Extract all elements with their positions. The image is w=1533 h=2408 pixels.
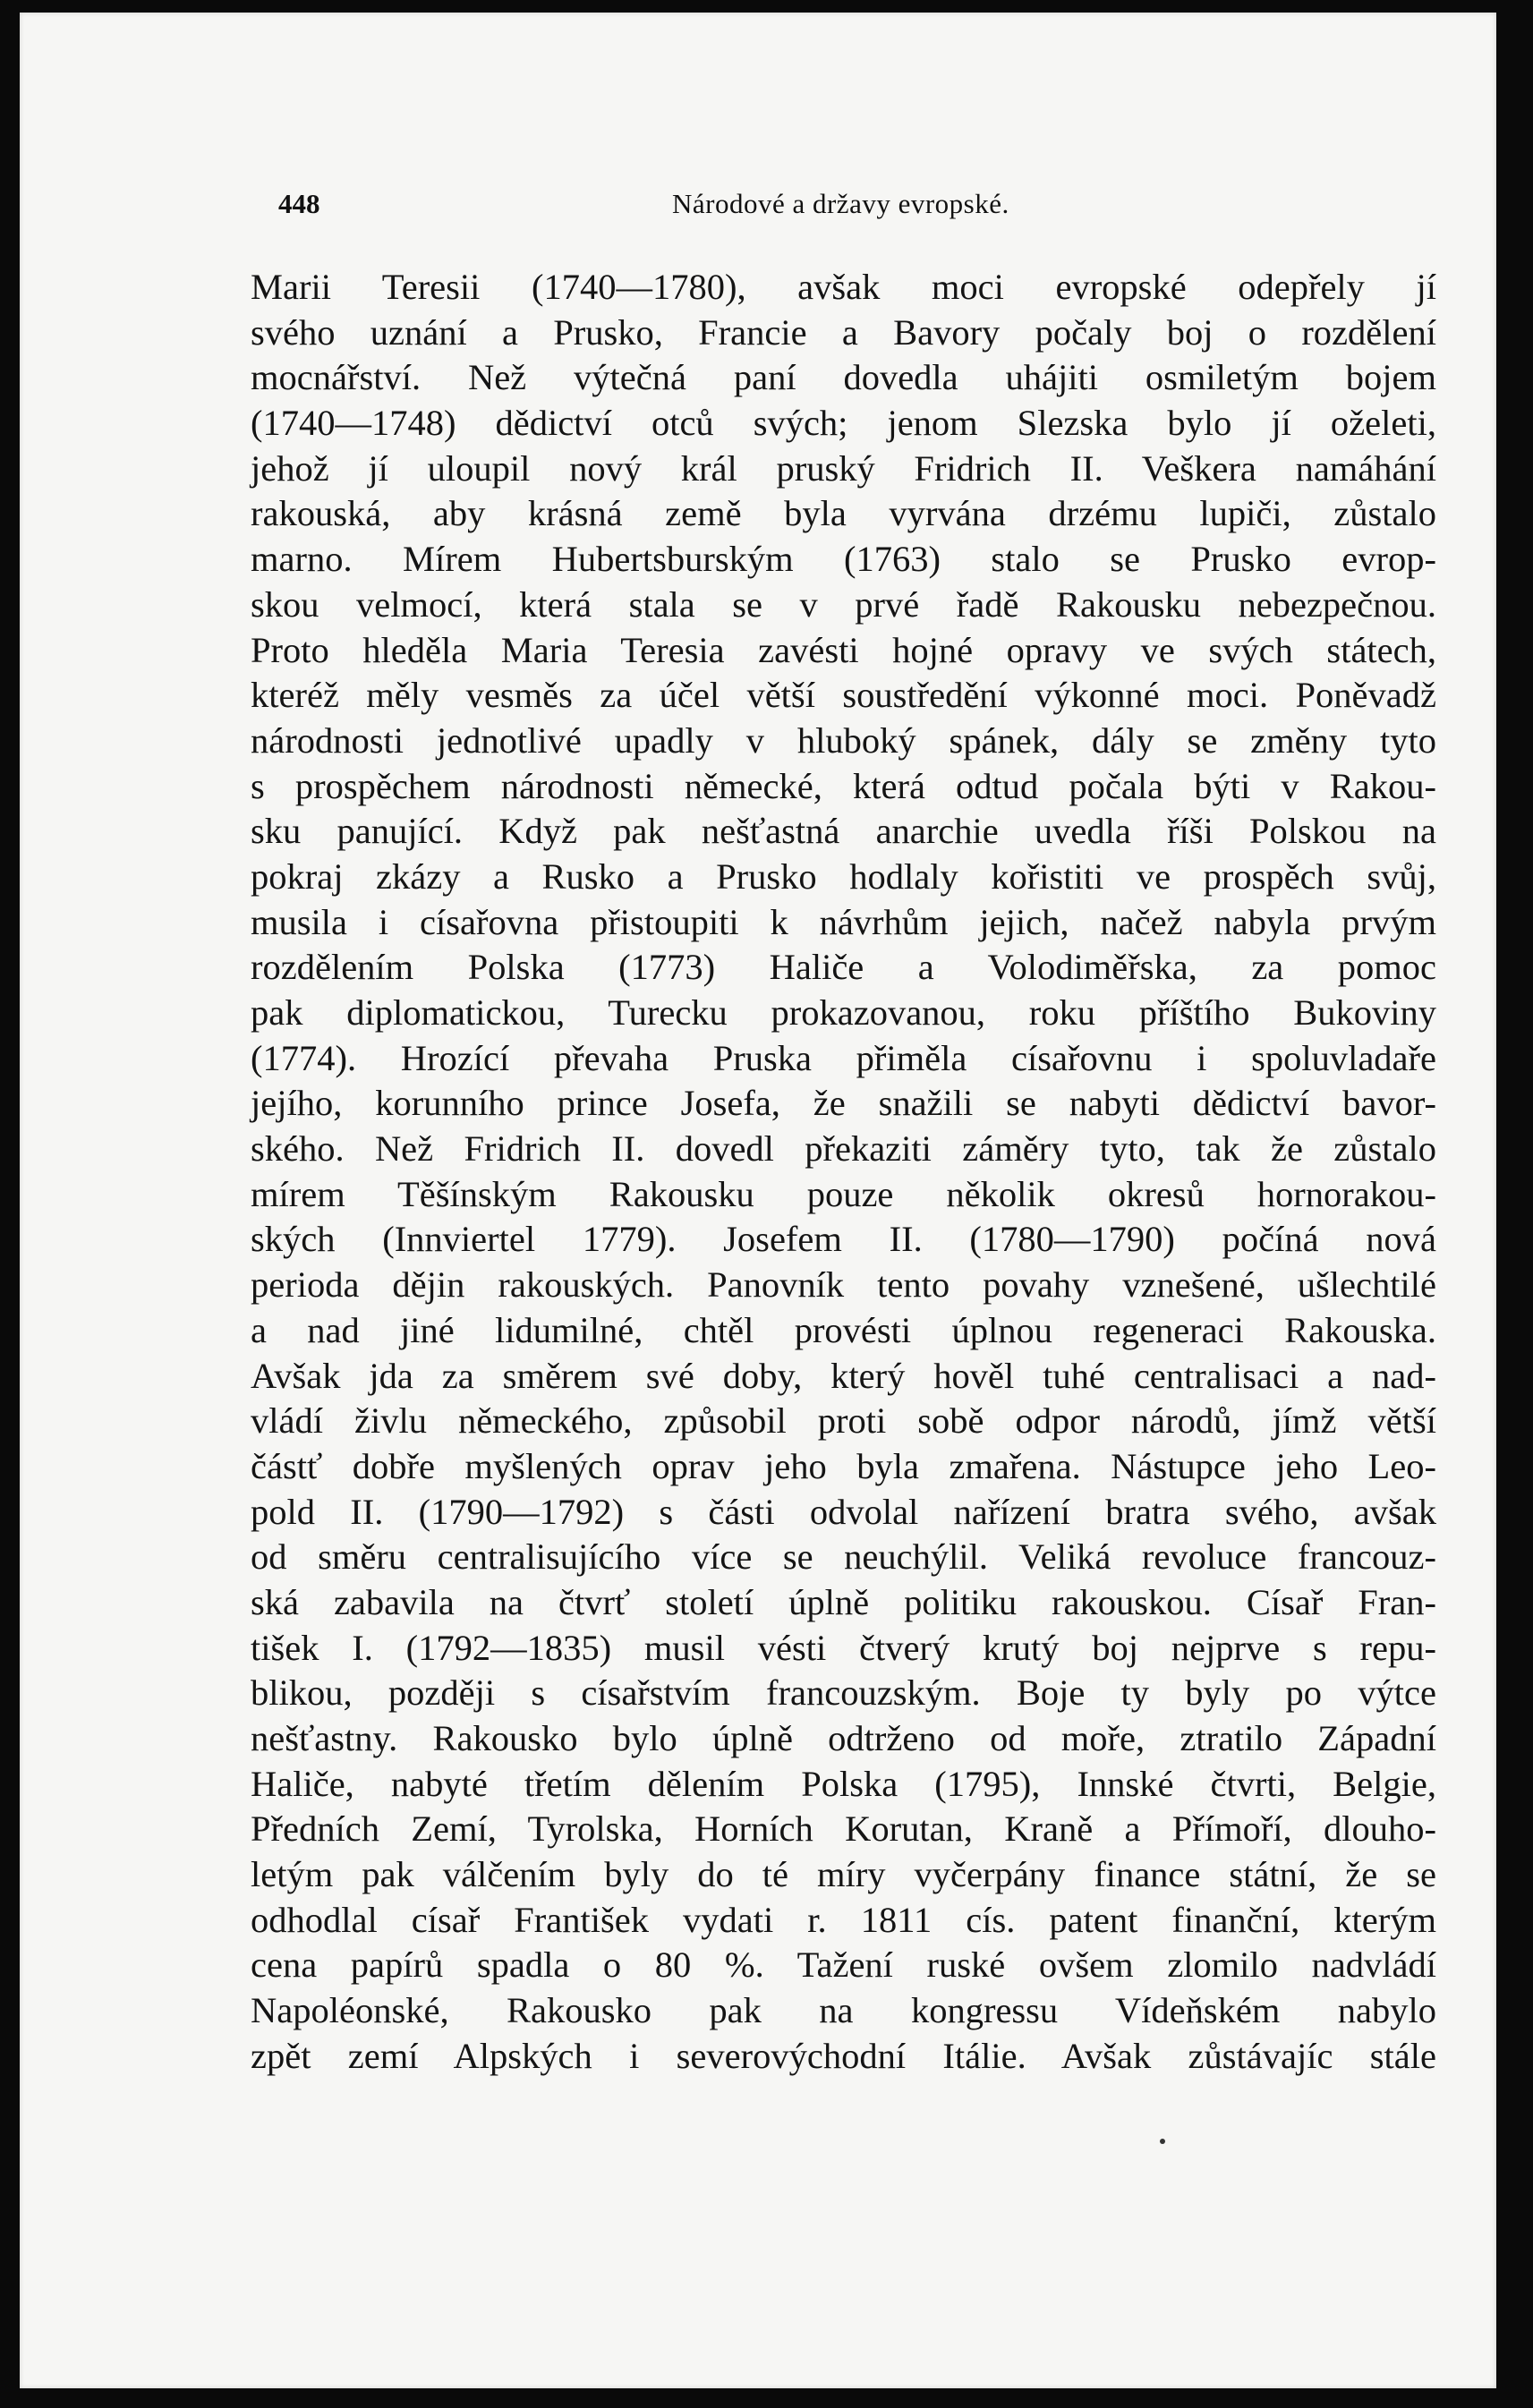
running-title: Národové a državy evropské.	[672, 188, 1009, 219]
text-line: vládí živlu německého, způsobil proti sobě odpor národů, jímž větší	[251, 1400, 1436, 1442]
text-line: Avšak jda za směrem své doby, který hověl tuhé centralisaci a nad-	[251, 1355, 1436, 1396]
text-line: tišek I. (1792—1835) musil vésti čtverý krutý boj nejprve s repu-	[251, 1627, 1436, 1668]
text-line: pold II. (1790—1792) s části odvolal nařízení bratra svého, avšak	[251, 1491, 1436, 1532]
text-line: částť dobře myšlených oprav jeho byla zmařena. Nástupce jeho Leo-	[251, 1445, 1436, 1486]
text-line: sku panující. Když pak nešťastná anarchie uvedla říši Polskou na	[251, 811, 1436, 852]
text-line: cena papírů spadla o 80 %. Tažení ruské ovšem zlomilo nadvládí	[251, 1944, 1436, 1986]
text-line: (1774). Hrozící převaha Pruska přiměla císařovnu i spoluvladaře	[251, 1037, 1436, 1078]
text-line: svého uznání a Prusko, Francie a Bavory počaly boj o rozdělení	[251, 311, 1436, 353]
text-line: skou velmocí, která stala se v prvé řadě Rakousku nebezpečnou.	[251, 583, 1436, 625]
text-line: s prospěchem národnosti německé, která odtud počala býti v Rakou-	[251, 765, 1436, 806]
text-line: (1740—1748) dědictví otců svých; jenom Slezska bylo jí oželeti,	[251, 403, 1436, 444]
text-line: národnosti jednotlivé upadly v hluboký spánek, dály se změny tyto	[251, 719, 1436, 761]
text-line: ská zabavila na čtvrť století úplně politiku rakouskou. Císař Fran-	[251, 1581, 1436, 1622]
text-line: pak diplomatickou, Turecku prokazovanou, roku příštího Bukoviny	[251, 992, 1436, 1033]
text-line: marno. Mírem Hubertsburským (1763) stalo se Prusko evrop-	[251, 539, 1436, 580]
text-line: Napoléonské, Rakousko pak na kongressu Vídeňském nabylo	[251, 1990, 1436, 2031]
text-line: Haliče, nabyté třetím dělením Polska (1795), Innské čtvrti, Belgie,	[251, 1763, 1436, 1804]
page-number: 448	[278, 188, 320, 219]
text-line: Proto hleděla Maria Teresia zavésti hojné opravy ve svých státech,	[251, 629, 1436, 670]
text-line: ského. Než Fridrich II. dovedl překaziti záměry tyto, tak že zůstalo	[251, 1128, 1436, 1170]
text-line: perioda dějin rakouských. Panovník tento povahy vznešené, ušlechtilé	[251, 1264, 1436, 1306]
text-line: jejího, korunního prince Josefa, že snažili se nabyti dědictví bavor-	[251, 1083, 1436, 1124]
text-line: letým pak válčením byly do té míry vyčerpány finance státní, že se	[251, 1854, 1436, 1895]
text-line: musila i císařovna přistoupiti k návrhům jejich, načež nabyla prvým	[251, 901, 1436, 942]
text-line: a nad jiné lidumilné, chtěl provésti úplnou regeneraci Rakouska.	[251, 1309, 1436, 1350]
text-line: rakouská, aby krásná země byla vyrvána drzému lupiči, zůstalo	[251, 493, 1436, 534]
text-line: Předních Zemí, Tyrolska, Horních Korutan, Kraně a Přímoří, dlouho-	[251, 1808, 1436, 1850]
text-line: kteréž měly vesměs za účel větší soustředění výkonné moci. Poněvadž	[251, 675, 1436, 716]
text-line: rozdělením Polska (1773) Haliče a Volodiměřska, za pomoc	[251, 947, 1436, 988]
text-line: mocnářství. Než výtečná paní dovedla uhájiti osmiletým bojem	[251, 357, 1436, 398]
text-line: jehož jí uloupil nový král pruský Fridrich II. Veškera namáhání	[251, 447, 1436, 489]
text-line: Marii Teresii (1740—1780), avšak moci evropské odepřely jí	[251, 267, 1436, 307]
scan-speck	[1160, 2139, 1165, 2144]
text-line: od směru centralisujícího více se neuchýlil. Veliká revoluce francouz-	[251, 1536, 1436, 1578]
text-line: pokraj zkázy a Rusko a Prusko hodlaly kořistiti ve prospěch svůj,	[251, 855, 1436, 897]
text-line: odhodlal císař František vydati r. 1811 cís. patent finanční, kterým	[251, 1899, 1436, 1940]
text-line: ských (Innviertel 1779). Josefem II. (1780—1790) počíná nová	[251, 1219, 1436, 1260]
text-line: mírem Těšínským Rakousku pouze několik okresů hornorakou-	[251, 1173, 1436, 1214]
text-line: zpět zemí Alpských i severovýchodní Itálie. Avšak zůstávajíc stále	[251, 2035, 1436, 2076]
text-line: blikou, později s císařstvím francouzským. Boje ty byly po výtce	[251, 1672, 1436, 1714]
body-text	[251, 265, 1436, 2080]
page-header	[278, 188, 1451, 234]
text-line: nešťastny. Rakousko bylo úplně odtrženo od moře, ztratilo Západní	[251, 1718, 1436, 1758]
